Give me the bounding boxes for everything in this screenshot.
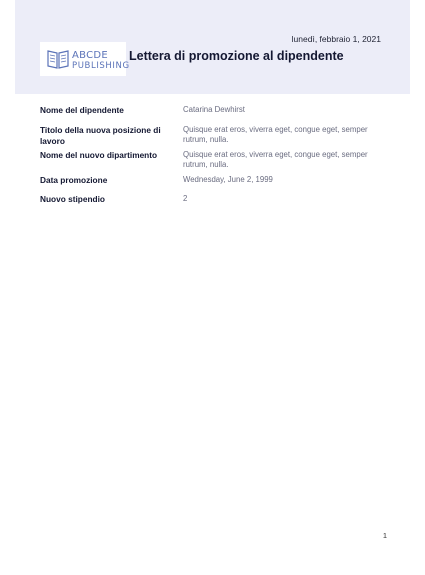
document-header (15, 0, 410, 94)
field-value: 2 (183, 194, 188, 203)
document-page (15, 0, 410, 575)
document-title: Lettera di promozione al dipendente (129, 49, 344, 63)
field-value: Quisque erat eros, viverra eget, congue eget, semper rutrum, nulla. (183, 125, 368, 144)
company-logo (40, 42, 130, 76)
field-label: Nuovo stipendio (40, 194, 105, 204)
field-label: Nome del nuovo dipartimento (40, 150, 158, 160)
field-value: Catarina Dewhirst (183, 105, 245, 114)
field-label: Data promozione (40, 175, 108, 185)
page-number: 1 (382, 531, 387, 540)
field-value: Wednesday, June 2, 1999 (183, 175, 273, 184)
logo-text-line1: ABCDE (72, 50, 109, 61)
document-date: lunedì, febbraio 1, 2021 (291, 34, 381, 44)
field-label: Nome del dipendente (40, 105, 124, 115)
open-book-icon (46, 48, 70, 70)
field-value: Quisque erat eros, viverra eget, congue eget, semper rutrum, nulla. (183, 150, 368, 169)
field-label: Titolo della nuova posizione di lavoro (40, 125, 161, 146)
logo-text-line2: PUBLISHING (72, 61, 130, 71)
